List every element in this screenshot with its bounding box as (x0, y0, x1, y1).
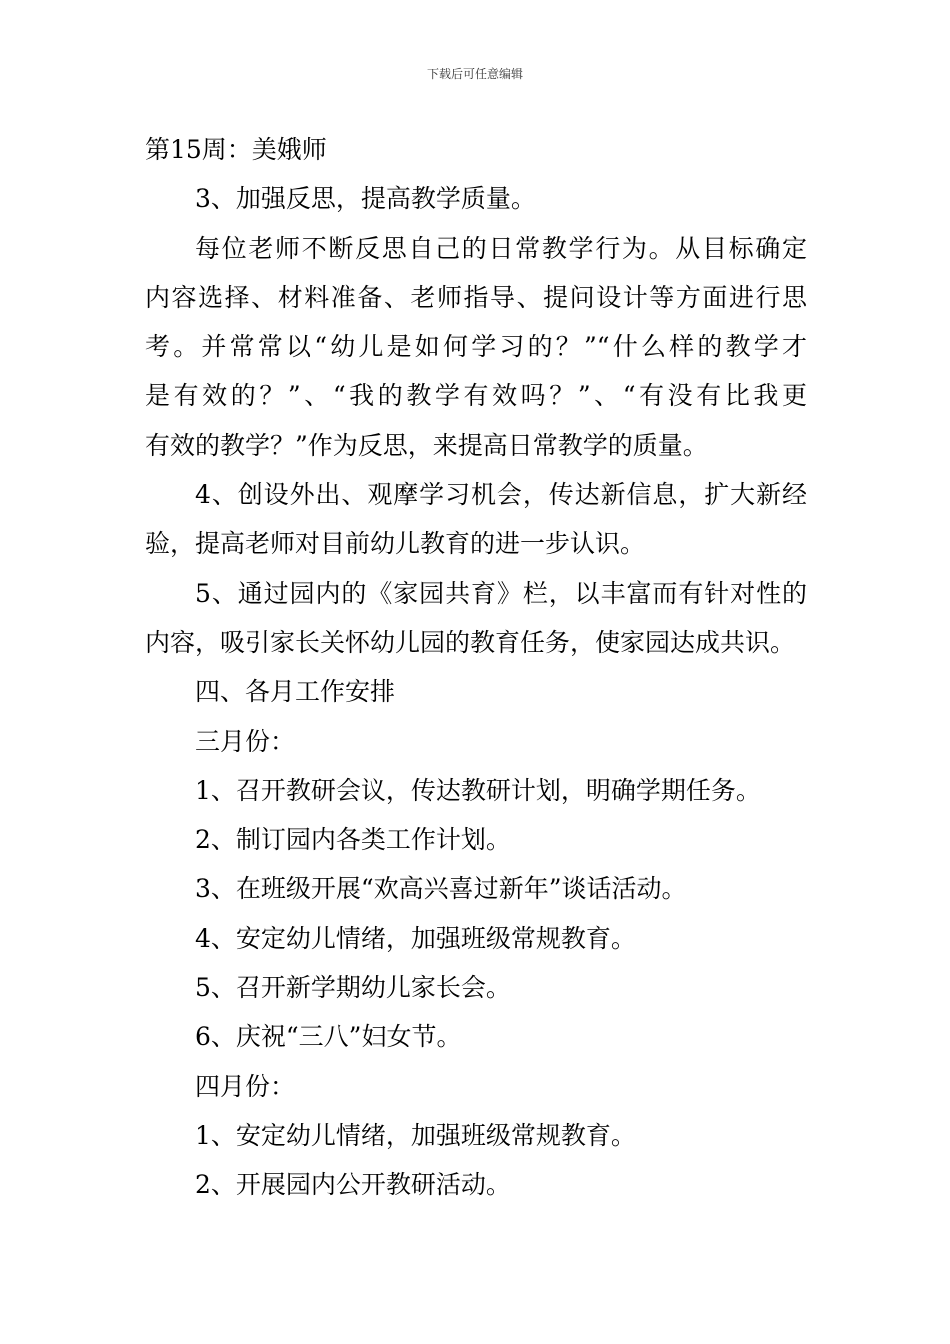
page-header-note: 下载后可任意编辑 (426, 67, 523, 81)
list-item: 1、召开教研会议，传达教研计划，明确学期任务。 (195, 775, 761, 805)
paragraph-line: 有效的教学？”作为反思，来提高日常教学的质量。 (145, 430, 708, 460)
list-item: 6、庆祝“三八”妇女节。 (195, 1022, 462, 1052)
paragraph-line: 内容，吸引家长关怀幼儿园的教育任务，使家园达成共识。 (145, 627, 796, 657)
paragraph-line: 内容选择、材料准备、老师指导、提问设计等方面进行思 (145, 282, 807, 312)
list-item: 2、制订园内各类工作计划。 (195, 825, 511, 855)
list-item: 2、开展园内公开教研活动。 (195, 1170, 511, 1200)
list-item: 4、安定幼儿情绪，加强班级常规教育。 (195, 923, 636, 953)
paragraph-line: 验，提高老师对目前幼儿教育的进一步认识。 (145, 529, 646, 559)
section-heading: 四、各月工作安排 (195, 677, 396, 707)
month-heading: 四月份： (195, 1071, 296, 1101)
paragraph-line: 考。并常常以“幼儿是如何学习的？”“什么样的教学才 (145, 332, 807, 362)
paragraph-line: 5、通过园内的《家园共育》栏，以丰富而有针对性的 (195, 578, 807, 608)
paragraph-line: 3、加强反思，提高教学质量。 (195, 184, 536, 214)
paragraph-line: 是有效的？”、“我的教学有效吗？”、“有没有比我更 (145, 381, 807, 411)
month-heading: 三月份： (195, 726, 296, 756)
document-body (145, 125, 807, 1210)
paragraph-line: 每位老师不断反思自己的日常教学行为。从目标确定 (195, 233, 807, 263)
week-heading: 第15周：美娥师 (145, 135, 327, 164)
list-item: 1、安定幼儿情绪，加强班级常规教育。 (195, 1120, 636, 1150)
list-item: 5、召开新学期幼儿家长会。 (195, 973, 511, 1003)
paragraph-line: 4、创设外出、观摩学习机会，传达新信息，扩大新经 (195, 480, 807, 510)
list-item: 3、在班级开展“欢高兴喜过新年”谈话活动。 (195, 874, 687, 904)
